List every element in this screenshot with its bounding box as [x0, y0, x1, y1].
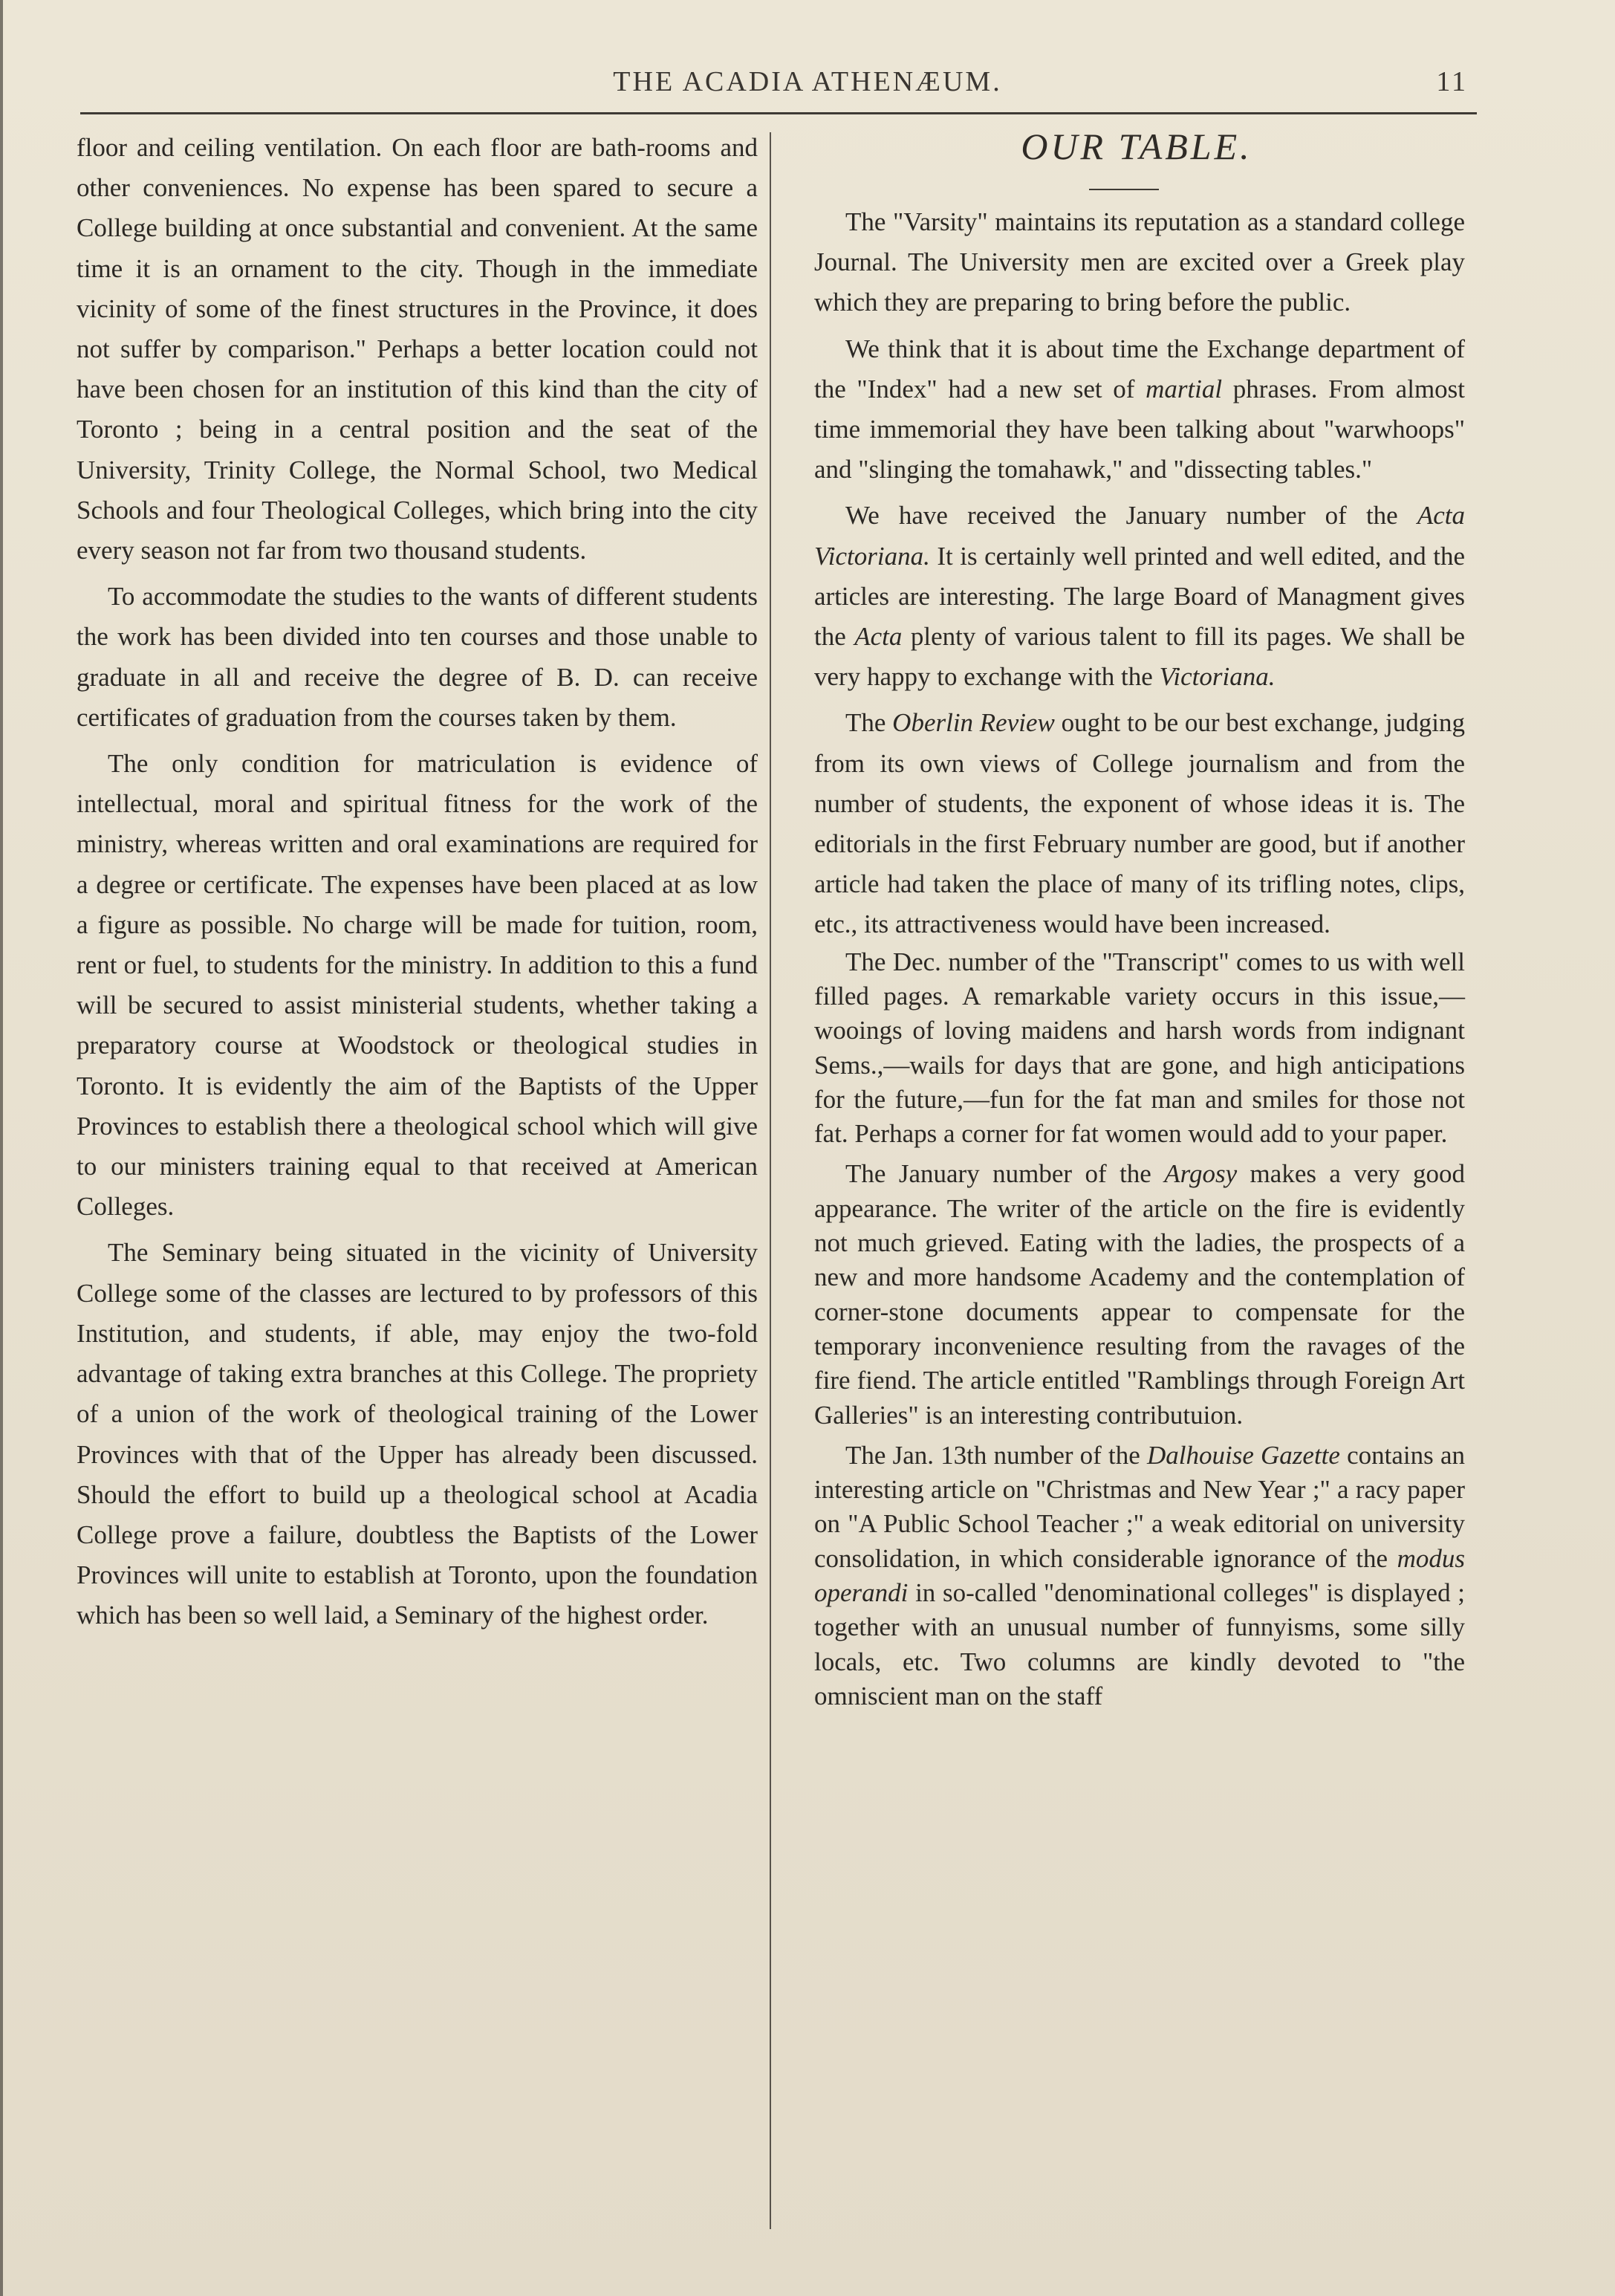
- left-paragraph-3: The only condition for matriculation is evidence of intellectual, moral and spiritual fitness for the work of the ministry, whereas written and oral examinations are required for a degree or certificate. The expenses have been placed at as low a figure as possible. No charge will be made for tuition, room, rent or fuel, to students for the ministry. In addition to this a fund will be secured to assist ministerial students, whether taking a preparatory course at Woodstock or theological studies in Toronto. It is evidently the aim of the Baptists of the Upper Provinces to establish there a theological school which will give to our ministers training equal to that received at American Colleges.: [77, 749, 758, 1222]
- left-paragraph-4: The Seminary being situated in the vicinity of University College some of the classes are lectured to by professors of this Institution, and students, if able, may enjoy the two-fold advantage of taking extra branches at this College. The propriety of a union of the work of theological training of the Lower Provinces with that of the Upper has already been discussed. Should the effort to build up a theological school at Acadia College prove a failure, doubtless the Baptists of the Lower Provinces will unite to establish at Toronto, upon the foundation which has been so well laid, a Seminary of the highest order.: [77, 1238, 758, 1630]
- journal-title: THE ACADIA ATHENÆUM.: [613, 66, 1002, 97]
- header-rule: [80, 112, 1477, 114]
- right-column: [814, 202, 1465, 1713]
- binding-edge: [0, 0, 3, 2296]
- right-paragraph-7: The Jan. 13th number of the Dalhouise Gazette contains an interesting article on "Christmas and New Year ;" a racy paper on "A Public School Teacher ;" a weak editorial on university consolidation, in which considerable ignorance of the modus operandi in so-called "denominational colleges" is displayed ; together with an unusual number of funnyisms, some silly locals, etc. Two columns are kindly devoted to "the omniscient man on the staff: [814, 1440, 1465, 1710]
- left-paragraph-1: floor and ceiling ventilation. On each floor are bath-rooms and other conveniences. No expense has been spared to secure a College building at once substantial and convenient. At the same time it is an ornament to the city. Though in the immediate vicinity of some of the finest structures in the Province, it does not suffer by comparison." Perhaps a better location could not have been chosen for an institution of this kind than the city of Toronto ; being in a central position and the seat of the University, Trinity College, the Normal School, two Medical Schools and four Theological Colleges, which bring into the city every season not far from two thousand students.: [77, 133, 758, 565]
- right-paragraph-6: The January number of the Argosy makes a very good appearance. The writer of the article on the fire is evidently not much grieved. Eating with the ladies, the prospects of a new and more handsome Academy and the contemplation of corner-stone documents appear to compensate for the temporary inconvenience resulting from the ravages of the fire fiend. The article entitled "Ramblings through Foreign Art Galleries" is an interesting contributuion.: [814, 1159, 1465, 1430]
- left-paragraph-2: To accommodate the studies to the wants of different students the work has been divided into ten courses and those unable to graduate in all and receive the degree of B. D. can receive certificates of graduation from the courses taken by them.: [77, 582, 758, 732]
- running-header: [82, 65, 1533, 110]
- right-paragraph-5: The Dec. number of the "Transcript" comes to us with well filled pages. A remarkable variety occurs in this issue,—wooings of loving maidens and harsh words from indignant Sems.,—wails for days that are gone, and high anticipations for the future,—fun for the fat man and smiles for those not fat. Perhaps a corner for fat women would add to your paper.: [814, 947, 1465, 1149]
- right-paragraph-1: The "Varsity" maintains its reputation as a standard college Journal. The University men are excited over a Greek play which they are preparing to bring before the public.: [814, 207, 1465, 317]
- page-number: 11: [1436, 66, 1468, 97]
- right-paragraph-3: We have received the January number of the Acta Victoriana. It is certainly well printed and well edited, and the articles are interesting. The large Board of Managment gives the Acta plenty of various talent to fill its pages. We shall be very happy to exchange with the Victoriana.: [814, 501, 1465, 692]
- right-paragraph-4: The Oberlin Review ought to be our best exchange, judging from its own views of College journalism and from the number of students, the exponent of whose ideas it is. The editorials in the first February number are good, but if another article had taken the place of many of its trifling notes, clips, etc., its attractiveness would have been increased.: [814, 708, 1465, 939]
- title-rule: [1089, 189, 1159, 190]
- left-column: [77, 128, 758, 1636]
- column-divider: [770, 132, 771, 2229]
- section-title: OUR TABLE.: [1021, 126, 1252, 167]
- right-paragraph-2: We think that it is about time the Exchange department of the "Index" had a new set of martial phrases. From almost time immemorial they have been talking about "warwhoops" and "slinging the tomahawk," and "dissecting tables.": [814, 334, 1466, 484]
